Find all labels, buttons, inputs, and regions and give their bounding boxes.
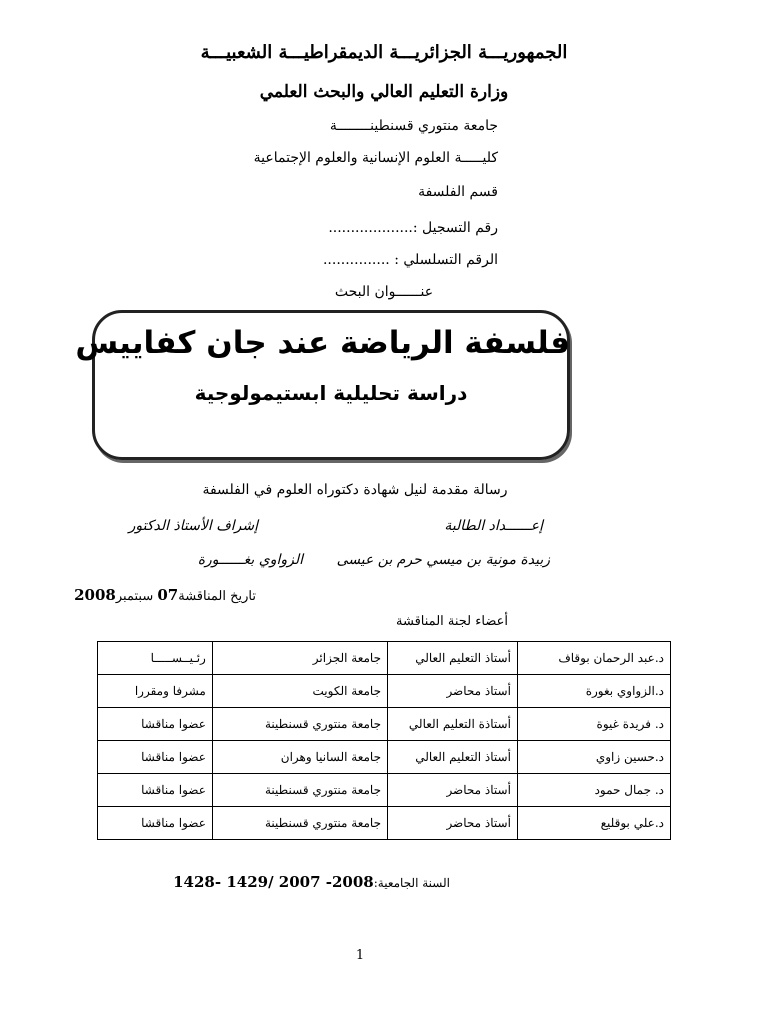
- defense-year: 2008: [74, 586, 116, 604]
- defense-month: سبتمبر: [115, 589, 154, 604]
- member-rank: أستاذ محاضر: [388, 675, 518, 708]
- member-name: د.عبد الرحمان بوقاف: [517, 642, 670, 675]
- table-row: [98, 741, 671, 774]
- member-name: د.حسين زاوي: [517, 741, 670, 774]
- research-subtitle: دراسة تحليلية ابستيمولوجية: [194, 381, 468, 405]
- table-row: [98, 708, 671, 741]
- member-name: د. فريدة غيوة: [517, 708, 670, 741]
- member-role: رئـيــســـــا: [98, 642, 213, 675]
- member-university: جامعة منتوري قسنطينة: [212, 708, 387, 741]
- academic-year: [173, 873, 450, 891]
- member-university: جامعة السانيا وهران: [212, 741, 387, 774]
- member-role: عضوا مناقشا: [98, 807, 213, 840]
- serial-number: الرقم التسلسلي : ...............: [322, 252, 498, 268]
- page-number: 1: [355, 948, 365, 963]
- member-rank: أستاذ التعليم العالي: [388, 642, 518, 675]
- academic-year-label: السنة الجامعية:: [373, 876, 450, 890]
- member-rank: أستاذ محاضر: [388, 774, 518, 807]
- research-title-label: عنــــــوان البحث: [334, 284, 434, 300]
- committee-label: أعضاء لجنة المناقشة: [396, 614, 508, 629]
- member-university: جامعة منتوري قسنطينة: [212, 807, 387, 840]
- table-row: [98, 807, 671, 840]
- prepared-by-label: إعــــــداد الطالبة: [444, 518, 543, 534]
- defense-day: 07: [157, 586, 179, 604]
- member-name: د.الزواوي بغورة: [517, 675, 670, 708]
- member-rank: أستاذ محاضر: [388, 807, 518, 840]
- academic-year-value: 1428- 1429/ 2007 -2008: [173, 873, 374, 891]
- member-rank: أستاذة التعليم العالي: [388, 708, 518, 741]
- member-role: عضوا مناقشا: [98, 708, 213, 741]
- faculty-name: كليـــــة العلوم الإنسانية والعلوم الإجتماعية: [253, 150, 498, 166]
- member-name: د.علي بوقليع: [517, 807, 670, 840]
- university-name: جامعة منتوري قسنطينــــــــة: [329, 118, 498, 134]
- member-role: عضوا مناقشا: [98, 774, 213, 807]
- defense-date-label: تاريخ المناقشة: [178, 589, 256, 604]
- table-row: [98, 675, 671, 708]
- member-rank: أستاذ التعليم العالي: [388, 741, 518, 774]
- member-name: د. جمال حمود: [517, 774, 670, 807]
- supervisor-name: الزواوي بغــــــورة: [197, 552, 303, 568]
- member-university: جامعة الجزائر: [212, 642, 387, 675]
- member-role: مشرفا ومقررا: [98, 675, 213, 708]
- supervisor-label: إشراف الأستاذ الدكتور: [128, 518, 258, 534]
- member-university: جامعة منتوري قسنطينة: [212, 774, 387, 807]
- registration-number: رقم التسجيل :...................: [328, 220, 498, 236]
- committee-table: [97, 641, 671, 840]
- department-name: قسم الفلسفة: [418, 184, 498, 200]
- member-university: جامعة الكويت: [212, 675, 387, 708]
- research-title: فلسفة الرياضة عند جان كفاييس: [75, 325, 570, 361]
- republic-header: الجمهوريـــة الجزائريـــة الديمقراطيـــة الشعبيـــة: [200, 42, 568, 63]
- member-role: عضوا مناقشا: [98, 741, 213, 774]
- table-row: [98, 774, 671, 807]
- table-row: [98, 642, 671, 675]
- defense-date: [74, 586, 256, 604]
- thesis-statement: رسالة مقدمة لنيل شهادة دكتوراه العلوم في الفلسفة: [202, 482, 508, 498]
- ministry-header: وزارة التعليم العالي والبحث العلمي: [259, 82, 509, 102]
- student-name: زبيدة مونية بن ميسي حرم بن عيسى: [336, 552, 550, 568]
